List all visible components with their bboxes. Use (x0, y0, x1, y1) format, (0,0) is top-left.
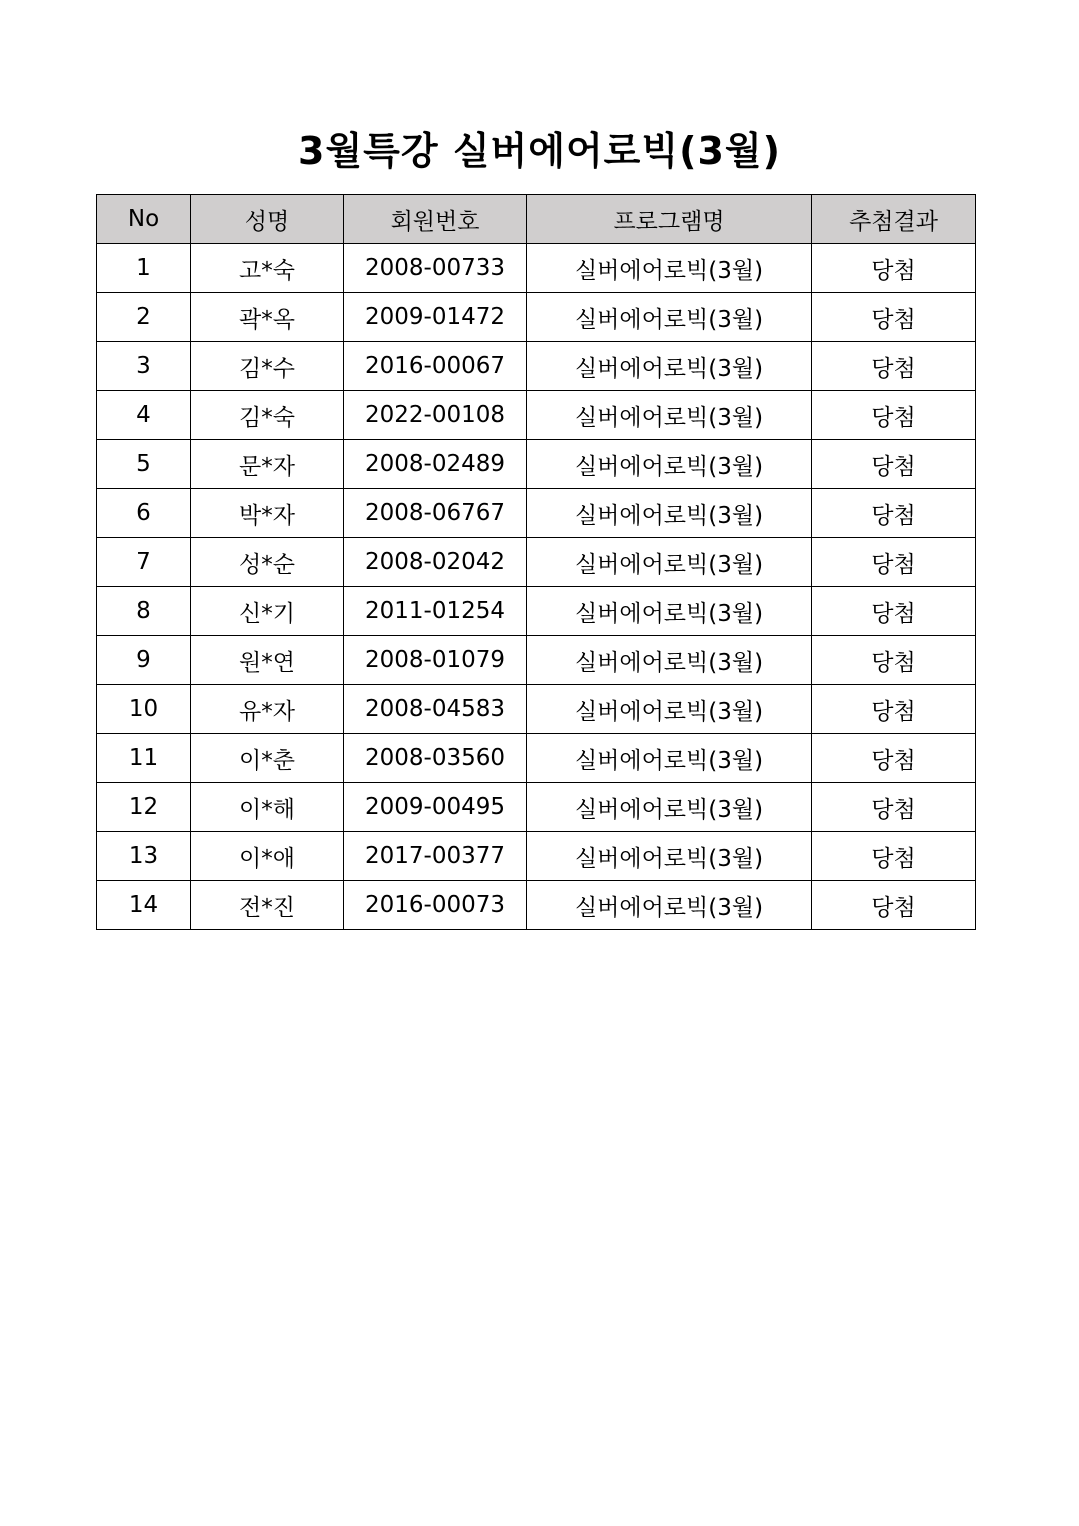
cell-no: 7 (97, 538, 191, 587)
cell-lottery-result: 당첨 (812, 538, 976, 587)
cell-program-name: 실버에어로빅(3월) (527, 391, 812, 440)
column-header-lottery-result: 추첨결과 (812, 195, 976, 244)
table-row (97, 636, 976, 685)
cell-name: 원*연 (191, 636, 344, 685)
column-header-program-name: 프로그램명 (527, 195, 812, 244)
cell-name: 이*해 (191, 783, 344, 832)
cell-name: 문*자 (191, 440, 344, 489)
cell-program-name: 실버에어로빅(3월) (527, 293, 812, 342)
cell-no: 9 (97, 636, 191, 685)
cell-program-name: 실버에어로빅(3월) (527, 734, 812, 783)
cell-name: 이*애 (191, 832, 344, 881)
cell-member-number: 2017-00377 (344, 832, 527, 881)
cell-member-number: 2008-03560 (344, 734, 527, 783)
cell-no: 14 (97, 881, 191, 930)
cell-no: 10 (97, 685, 191, 734)
cell-name: 신*기 (191, 587, 344, 636)
cell-program-name: 실버에어로빅(3월) (527, 587, 812, 636)
lottery-result-table (96, 194, 976, 930)
cell-name: 박*자 (191, 489, 344, 538)
cell-member-number: 2008-04583 (344, 685, 527, 734)
cell-member-number: 2022-00108 (344, 391, 527, 440)
cell-no: 6 (97, 489, 191, 538)
cell-member-number: 2016-00073 (344, 881, 527, 930)
table-row (97, 489, 976, 538)
cell-lottery-result: 당첨 (812, 342, 976, 391)
cell-member-number: 2009-00495 (344, 783, 527, 832)
cell-member-number: 2016-00067 (344, 342, 527, 391)
table-header-row (97, 195, 976, 244)
cell-program-name: 실버에어로빅(3월) (527, 440, 812, 489)
cell-program-name: 실버에어로빅(3월) (527, 832, 812, 881)
cell-name: 전*진 (191, 881, 344, 930)
cell-member-number: 2008-06767 (344, 489, 527, 538)
cell-lottery-result: 당첨 (812, 832, 976, 881)
cell-no: 2 (97, 293, 191, 342)
cell-lottery-result: 당첨 (812, 685, 976, 734)
cell-lottery-result: 당첨 (812, 244, 976, 293)
cell-member-number: 2011-01254 (344, 587, 527, 636)
table-row (97, 244, 976, 293)
cell-program-name: 실버에어로빅(3월) (527, 881, 812, 930)
cell-no: 8 (97, 587, 191, 636)
table-row (97, 783, 976, 832)
cell-no: 12 (97, 783, 191, 832)
cell-name: 김*숙 (191, 391, 344, 440)
cell-program-name: 실버에어로빅(3월) (527, 685, 812, 734)
cell-name: 고*숙 (191, 244, 344, 293)
cell-name: 김*수 (191, 342, 344, 391)
cell-name: 이*춘 (191, 734, 344, 783)
cell-lottery-result: 당첨 (812, 783, 976, 832)
cell-lottery-result: 당첨 (812, 734, 976, 783)
table-row (97, 342, 976, 391)
cell-member-number: 2008-02489 (344, 440, 527, 489)
table-row (97, 293, 976, 342)
cell-member-number: 2008-02042 (344, 538, 527, 587)
cell-program-name: 실버에어로빅(3월) (527, 538, 812, 587)
table-row (97, 832, 976, 881)
cell-lottery-result: 당첨 (812, 440, 976, 489)
cell-no: 4 (97, 391, 191, 440)
cell-name: 성*순 (191, 538, 344, 587)
cell-no: 3 (97, 342, 191, 391)
table-body (97, 244, 976, 930)
cell-no: 1 (97, 244, 191, 293)
cell-member-number: 2008-00733 (344, 244, 527, 293)
table-row (97, 685, 976, 734)
table-row (97, 391, 976, 440)
cell-lottery-result: 당첨 (812, 293, 976, 342)
cell-name: 곽*옥 (191, 293, 344, 342)
cell-no: 11 (97, 734, 191, 783)
cell-lottery-result: 당첨 (812, 636, 976, 685)
cell-program-name: 실버에어로빅(3월) (527, 342, 812, 391)
cell-no: 13 (97, 832, 191, 881)
cell-no: 5 (97, 440, 191, 489)
table-row (97, 538, 976, 587)
cell-program-name: 실버에어로빅(3월) (527, 244, 812, 293)
cell-member-number: 2009-01472 (344, 293, 527, 342)
table-row (97, 440, 976, 489)
cell-lottery-result: 당첨 (812, 489, 976, 538)
cell-program-name: 실버에어로빅(3월) (527, 636, 812, 685)
cell-program-name: 실버에어로빅(3월) (527, 783, 812, 832)
column-header-no: No (97, 195, 191, 244)
cell-name: 유*자 (191, 685, 344, 734)
column-header-member-number: 회원번호 (344, 195, 527, 244)
cell-lottery-result: 당첨 (812, 391, 976, 440)
table-row (97, 587, 976, 636)
table-row (97, 734, 976, 783)
page-title: 3월특강 실버에어로빅(3월) (298, 129, 781, 174)
cell-lottery-result: 당첨 (812, 881, 976, 930)
table-header (97, 195, 976, 244)
column-header-name: 성명 (191, 195, 344, 244)
cell-member-number: 2008-01079 (344, 636, 527, 685)
cell-program-name: 실버에어로빅(3월) (527, 489, 812, 538)
cell-lottery-result: 당첨 (812, 587, 976, 636)
table-row (97, 881, 976, 930)
